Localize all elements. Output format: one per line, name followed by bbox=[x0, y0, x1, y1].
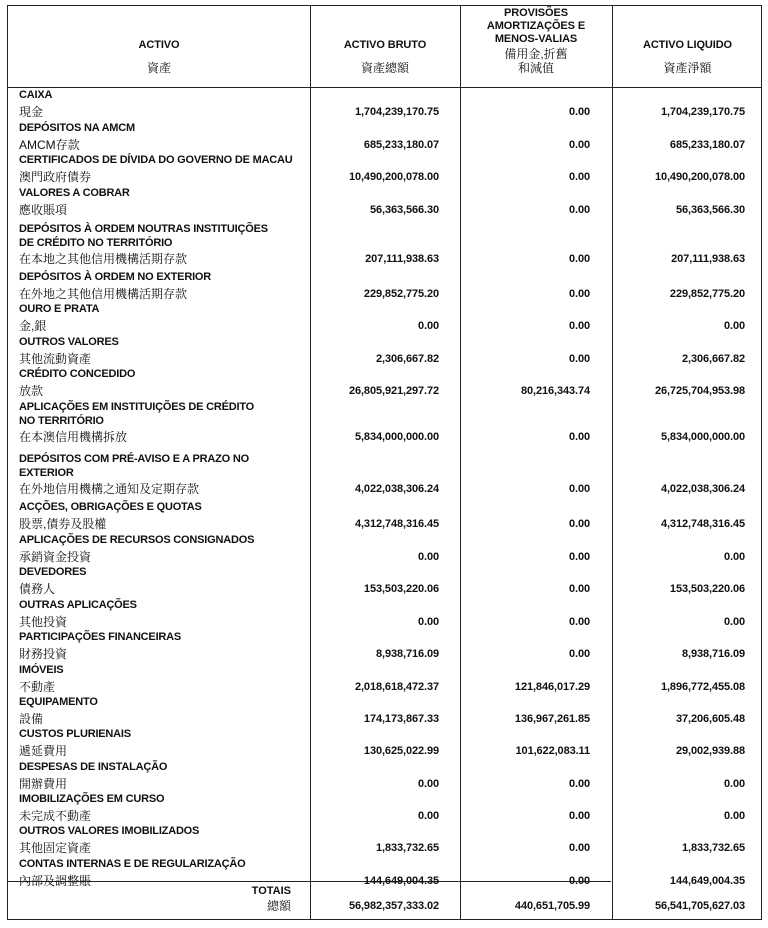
row-activo-bruto: 153,503,220.06 bbox=[363, 583, 439, 595]
row-label-pt: VALORES A COBRAR bbox=[19, 187, 130, 199]
row-activo-bruto: 130,625,022.99 bbox=[363, 745, 439, 757]
row-activo-bruto: 0.00 bbox=[417, 320, 439, 332]
row-provisoes: 121,846,017.29 bbox=[514, 681, 590, 693]
totals-activo-liquido: 56,541,705,627.03 bbox=[654, 900, 745, 912]
row-label-pt: IMÓVEIS bbox=[19, 664, 64, 676]
row-activo-liquido: 8,938,716.09 bbox=[681, 648, 745, 660]
row-activo-liquido: 0.00 bbox=[723, 616, 745, 628]
column-divider bbox=[460, 6, 461, 919]
row-label-pt: CAIXA bbox=[19, 89, 53, 101]
row-activo-bruto: 1,704,239,170.75 bbox=[354, 106, 439, 118]
row-provisoes: 0.00 bbox=[568, 616, 590, 628]
row-provisoes: 0.00 bbox=[568, 518, 590, 530]
row-activo-bruto: 4,022,038,306.24 bbox=[354, 483, 439, 495]
row-activo-liquido: 2,306,667.82 bbox=[681, 353, 745, 365]
row-provisoes: 101,622,083.11 bbox=[515, 745, 590, 757]
balance-sheet-table bbox=[7, 5, 762, 920]
row-provisoes: 0.00 bbox=[568, 648, 590, 660]
row-provisoes: 0.00 bbox=[568, 204, 590, 216]
row-activo-bruto: 4,312,748,316.45 bbox=[354, 518, 439, 530]
row-label-zh: 不動產 bbox=[19, 680, 56, 694]
row-label-pt: DEPÓSITOS COM PRÉ-AVISO E A PRAZO NO bbox=[19, 453, 249, 465]
row-activo-liquido: 153,503,220.06 bbox=[669, 583, 745, 595]
row-label-pt-line2: EXTERIOR bbox=[19, 467, 74, 479]
row-activo-bruto: 207,111,938.63 bbox=[365, 253, 439, 265]
row-activo-liquido: 685,233,180.07 bbox=[669, 139, 745, 151]
header-activo-bruto-zh: 資產總額 bbox=[360, 61, 409, 75]
row-activo-bruto: 8,938,716.09 bbox=[375, 648, 439, 660]
header-activo-liquido: ACTIVO LIQUIDO bbox=[642, 39, 733, 51]
row-label-pt: IMOBILIZAÇÕES EM CURSO bbox=[19, 793, 165, 805]
row-provisoes: 136,967,261.85 bbox=[514, 713, 590, 725]
row-activo-liquido: 207,111,938.63 bbox=[671, 253, 745, 265]
row-activo-liquido: 0.00 bbox=[723, 778, 745, 790]
row-provisoes: 0.00 bbox=[568, 353, 590, 365]
row-activo-liquido: 1,833,732.65 bbox=[681, 842, 745, 854]
row-label-pt-line2: DE CRÉDITO NO TERRITÓRIO bbox=[19, 237, 173, 249]
row-provisoes: 0.00 bbox=[568, 583, 590, 595]
row-label-zh: 在本澳信用機構拆放 bbox=[19, 430, 128, 444]
row-provisoes: 0.00 bbox=[568, 551, 590, 563]
row-activo-liquido: 4,022,038,306.24 bbox=[660, 483, 745, 495]
row-label-pt: DEPÓSITOS À ORDEM NOUTRAS INSTITUIÇÕES bbox=[19, 223, 268, 235]
row-provisoes: 0.00 bbox=[568, 431, 590, 443]
row-activo-liquido: 1,896,772,455.08 bbox=[660, 681, 745, 693]
row-activo-bruto: 685,233,180.07 bbox=[363, 139, 439, 151]
row-label-pt: OUTROS VALORES bbox=[19, 336, 119, 348]
row-label-zh: 財務投資 bbox=[19, 647, 68, 661]
row-activo-bruto: 2,018,618,472.37 bbox=[354, 681, 439, 693]
row-label-zh: 在外地信用機構之通知及定期存款 bbox=[19, 482, 200, 496]
row-label-pt: APLICAÇÕES EM INSTITUIÇÕES DE CRÉDITO bbox=[19, 401, 255, 413]
row-activo-bruto: 0.00 bbox=[417, 551, 439, 563]
row-activo-liquido: 29,002,939.88 bbox=[675, 745, 745, 757]
row-label-pt: CERTIFICADOS DE DÍVIDA DO GOVERNO DE MACAU bbox=[19, 154, 293, 166]
row-label-zh: 開辦費用 bbox=[19, 777, 68, 791]
totals-label-zh: 總額 bbox=[266, 899, 291, 913]
row-activo-bruto: 1,833,732.65 bbox=[375, 842, 439, 854]
row-label-pt-line2: NO TERRITÓRIO bbox=[19, 415, 104, 427]
row-label-zh: 未完成不動產 bbox=[19, 809, 92, 823]
row-label-zh: 內部及調整賬 bbox=[19, 874, 92, 888]
row-label-zh: 其他投資 bbox=[19, 615, 68, 629]
row-label-zh: 在外地之其他信用機構活期存款 bbox=[19, 287, 188, 301]
header-activo-bruto: ACTIVO BRUTO bbox=[343, 39, 427, 51]
row-activo-liquido: 26,725,704,953.98 bbox=[654, 385, 745, 397]
row-activo-bruto: 229,852,775.20 bbox=[363, 288, 439, 300]
row-label-pt: OURO E PRATA bbox=[19, 303, 100, 315]
row-provisoes: 0.00 bbox=[568, 483, 590, 495]
row-label-pt: CUSTOS PLURIENAIS bbox=[19, 728, 131, 740]
row-activo-bruto: 174,173,867.33 bbox=[363, 713, 439, 725]
row-provisoes: 0.00 bbox=[568, 320, 590, 332]
row-activo-liquido: 56,363,566.30 bbox=[675, 204, 745, 216]
row-label-zh: 其他流動資產 bbox=[19, 352, 92, 366]
row-provisoes: 0.00 bbox=[568, 253, 590, 265]
row-activo-bruto: 5,834,000,000.00 bbox=[354, 431, 439, 443]
totals-provisoes: 440,651,705.99 bbox=[514, 900, 590, 912]
totals-activo-bruto: 56,982,357,333.02 bbox=[348, 900, 439, 912]
row-label-pt: CONTAS INTERNAS E DE REGULARIZAÇÃO bbox=[19, 858, 246, 870]
header-activo-liquido-zh: 資產淨額 bbox=[663, 61, 712, 75]
row-label-zh: 債務人 bbox=[19, 582, 56, 596]
header-provisoes-2: AMORTIZAÇÕES E bbox=[486, 20, 586, 32]
row-provisoes: 0.00 bbox=[568, 875, 590, 887]
row-label-pt: DEPÓSITOS À ORDEM NO EXTERIOR bbox=[19, 271, 212, 283]
row-activo-bruto: 26,805,921,297.72 bbox=[348, 385, 439, 397]
row-label-zh: 金,銀 bbox=[19, 319, 47, 333]
header-activo-zh: 資產 bbox=[146, 61, 171, 75]
row-provisoes: 0.00 bbox=[568, 778, 590, 790]
row-activo-bruto: 0.00 bbox=[417, 778, 439, 790]
row-label-zh: 放款 bbox=[19, 384, 44, 398]
row-label-pt: APLICAÇÕES DE RECURSOS CONSIGNADOS bbox=[19, 534, 255, 546]
row-label-pt: PARTICIPAÇÕES FINANCEIRAS bbox=[19, 631, 182, 643]
column-divider bbox=[310, 6, 311, 919]
row-provisoes: 0.00 bbox=[568, 139, 590, 151]
row-label-pt: DEPÓSITOS NA AMCM bbox=[19, 122, 135, 134]
row-provisoes: 0.00 bbox=[568, 171, 590, 183]
row-label-zh: AMCM存款 bbox=[19, 138, 80, 152]
row-activo-liquido: 0.00 bbox=[723, 810, 745, 822]
row-label-pt: ACÇÕES, OBRIGAÇÕES E QUOTAS bbox=[19, 501, 202, 513]
totals-label: TOTAIS bbox=[251, 885, 291, 897]
row-activo-liquido: 144,649,004.35 bbox=[669, 875, 745, 887]
row-label-pt: CRÉDITO CONCEDIDO bbox=[19, 368, 136, 380]
row-activo-liquido: 0.00 bbox=[723, 320, 745, 332]
row-label-pt: OUTROS VALORES IMOBILIZADOS bbox=[19, 825, 200, 837]
row-label-pt: DEVEDORES bbox=[19, 566, 87, 578]
row-label-zh: 其他固定資產 bbox=[19, 841, 92, 855]
header-activo: ACTIVO bbox=[138, 39, 180, 51]
row-provisoes: 0.00 bbox=[568, 810, 590, 822]
totals-divider bbox=[8, 881, 611, 882]
row-label-zh: 現金 bbox=[19, 105, 44, 119]
row-provisoes: 80,216,343.74 bbox=[520, 385, 590, 397]
row-label-zh: 遞延費用 bbox=[19, 744, 68, 758]
header-provisoes-zh-2: 和減值 bbox=[517, 61, 554, 75]
row-activo-liquido: 229,852,775.20 bbox=[669, 288, 745, 300]
row-activo-liquido: 37,206,605.48 bbox=[675, 713, 745, 725]
row-activo-liquido: 10,490,200,078.00 bbox=[654, 171, 745, 183]
row-activo-bruto: 0.00 bbox=[417, 616, 439, 628]
row-activo-liquido: 1,704,239,170.75 bbox=[660, 106, 745, 118]
row-label-zh: 設備 bbox=[19, 712, 44, 726]
row-label-zh: 股票,債券及股權 bbox=[19, 517, 107, 531]
header-provisoes-zh-1: 備用金,折舊 bbox=[504, 47, 568, 61]
row-label-pt: EQUIPAMENTO bbox=[19, 696, 98, 708]
row-label-zh: 澳門政府債券 bbox=[19, 170, 92, 184]
row-activo-bruto: 0.00 bbox=[417, 810, 439, 822]
row-label-zh: 在本地之其他信用機構活期存款 bbox=[19, 252, 188, 266]
row-provisoes: 0.00 bbox=[568, 106, 590, 118]
row-activo-liquido: 4,312,748,316.45 bbox=[660, 518, 745, 530]
row-activo-liquido: 5,834,000,000.00 bbox=[660, 431, 745, 443]
row-provisoes: 0.00 bbox=[568, 842, 590, 854]
row-label-pt: DESPESAS DE INSTALAÇÃO bbox=[19, 761, 168, 773]
row-label-zh: 承銷資金投資 bbox=[19, 550, 92, 564]
header-provisoes-3: MENOS-VALIAS bbox=[494, 33, 578, 45]
header-divider bbox=[8, 87, 761, 88]
row-activo-bruto: 10,490,200,078.00 bbox=[348, 171, 439, 183]
row-activo-liquido: 0.00 bbox=[723, 551, 745, 563]
row-activo-bruto: 144,649,004.35 bbox=[363, 875, 439, 887]
row-activo-bruto: 56,363,566.30 bbox=[369, 204, 439, 216]
column-divider bbox=[612, 6, 613, 919]
row-activo-bruto: 2,306,667.82 bbox=[375, 353, 439, 365]
row-label-zh: 應收賬項 bbox=[19, 203, 68, 217]
row-label-pt: OUTRAS APLICAÇÕES bbox=[19, 599, 137, 611]
row-provisoes: 0.00 bbox=[568, 288, 590, 300]
header-provisoes-1: PROVISÕES bbox=[504, 7, 568, 19]
